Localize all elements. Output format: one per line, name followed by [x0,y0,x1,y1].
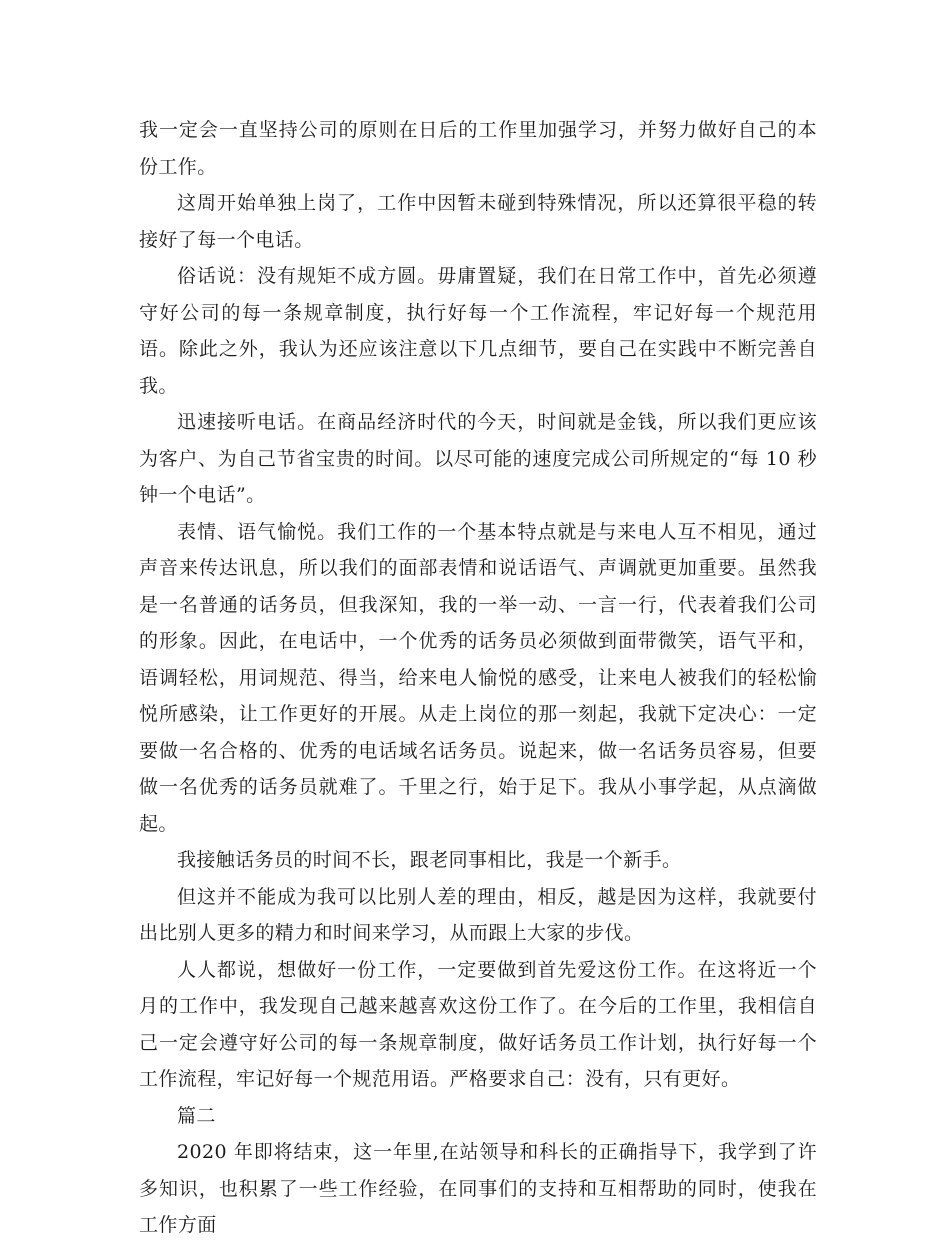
paragraph: 俗话说：没有规矩不成方圆。毋庸置疑，我们在日常工作中，首先必须遵守好公司的每一条规章制度，执行好每一个工作流程，牢记好每一个规范用语。除此之外，我认为还应该注意以下几点细节，要自己在实践中不断完善自我。 [139,265,817,397]
document-body [139,112,817,1244]
paragraph: 但这并不能成为我可以比别人差的理由，相反，越是因为这样，我就要付出比别人更多的精力和时间来学习，从而跟上大家的步伐。 [139,885,817,944]
paragraph: 这周开始单独上岗了，工作中因暂未碰到特殊情况，所以还算很平稳的转接好了每一个电话。 [139,192,817,251]
paragraph: 迅速接听电话。在商品经济时代的今天，时间就是金钱，所以我们更应该为客户、为自己节省宝贵的时间。以尽可能的速度完成公司所规定的“每 10 秒钟一个电话”。 [139,411,817,506]
paragraph: 我接触话务员的时间不长，跟老同事相比，我是一个新手。 [177,849,682,871]
section-heading: 篇二 [177,1104,216,1127]
paragraph: 人人都说，想做好一份工作，一定要做到首先爱这份工作。在这将近一个月的工作中，我发现自己越来越喜欢这份工作了。在今后的工作里，我相信自己一定会遵守好公司的每一条规章制度，做好话务员工作计划，执行好每一个工作流程，牢记好每一个规范用语。严格要求自己：没有，只有更好。 [139,958,817,1090]
paragraph: 表情、语气愉悦。我们工作的一个基本特点就是与来电人互不相见，通过声音来传达讯息，所以我们的面部表情和说话语气、声调就更加重要。虽然我是一名普通的话务员，但我深知，我的一举一动、一言一行，代表着我们公司的形象。因此，在电话中，一个优秀的话务员必须做到面带微笑，语气平和，语调轻松，用词规范、得当，给来电人愉悦的感受，让来电人被我们的轻松愉悦所感染，让工作更好的开展。从走上岗位的那一刻起，我就下定决心：一定要做一名合格的、优秀的电话域名话务员。说起来，做一名话务员容易，但要做一名优秀的话务员就难了。千里之行，始于足下。我从小事学起，从点滴做起。 [139,520,817,835]
paragraph-continuation: 我一定会一直坚持公司的原则在日后的工作里加强学习，并努力做好自己的本份工作。 [139,119,817,178]
paragraph: 2020 年即将结束，这一年里,在站领导和科长的正确指导下，我学到了许多知识，也积累了一些工作经验，在同事们的支持和互相帮助的同时，使我在工作方面 [139,1141,817,1236]
